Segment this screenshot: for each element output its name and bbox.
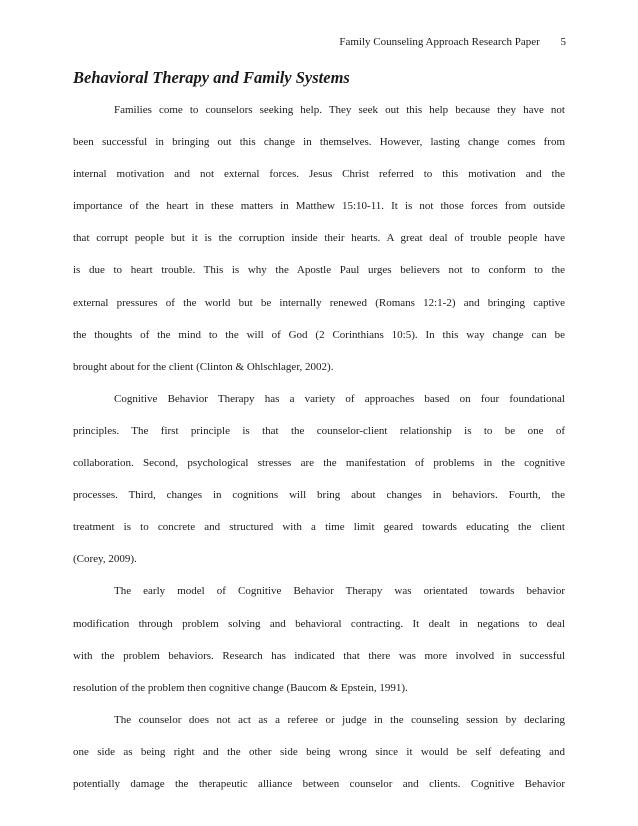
text-line: with the problem behaviors. Research has indicated that there was more involved in successful — [73, 649, 565, 662]
text-line: collaboration. Second, psychological stresses are the manifestation of problems in the cognitive — [73, 457, 565, 470]
page-number: 5 — [560, 36, 566, 48]
text-line: internal motivation and not external forces. Jesus Christ referred to this motivation and the — [73, 168, 565, 181]
paragraph-4 — [73, 704, 565, 800]
section-heading: Behavioral Therapy and Family Systems — [73, 68, 350, 87]
paragraph-3 — [73, 575, 565, 703]
text-line: Cognitive Behavior Therapy has a variety of approaches based on four foundational — [114, 392, 565, 405]
text-line: the thoughts of the mind to the will of God (2 Corinthians 10:5). In this way change can be — [73, 328, 565, 341]
text-line: been successful in bringing out this change in themselves. However, lasting change comes from — [73, 136, 565, 149]
paragraph-1 — [73, 94, 565, 383]
paragraph-2 — [73, 383, 565, 576]
text-line: modification through problem solving and behavioral contracting. It dealt in negations to deal — [73, 617, 565, 630]
text-line: processes. Third, changes in cognitions will bring about changes in behaviors. Fourth, the — [73, 489, 565, 502]
text-line: principles. The first principle is that the counselor-client relationship is to be one of — [73, 424, 565, 437]
running-head — [339, 36, 566, 48]
text-line: one side as being right and the other side being wrong since it would be self defeating and — [73, 745, 565, 758]
text-line: (Corey, 2009). — [73, 553, 137, 566]
text-line: resolution of the problem then cognitive change (Baucom & Epstein, 1991). — [73, 681, 408, 694]
text-line: Families come to counselors seeking help. They seek out this help because they have not — [114, 104, 565, 116]
text-line: treatment is to concrete and structured with a time limit geared towards educating the client — [73, 521, 565, 534]
running-head-title: Family Counseling Approach Research Paper — [339, 36, 540, 48]
document-body — [73, 62, 565, 800]
text-line: potentially damage the therapeutic alliance between counselor and clients. Cognitive Behavior — [73, 777, 565, 790]
text-line: The counselor does not act as a referee or judge in the counseling session by declaring — [114, 713, 565, 726]
text-line: is due to heart trouble. This is why the Apostle Paul urges believers not to conform to the — [73, 264, 565, 277]
text-line: importance of the heart in these matters in Matthew 15:10-11. It is not those forces from outside — [73, 200, 565, 213]
text-line: brought about for the client (Clinton & Ohlschlager, 2002). — [73, 360, 334, 373]
text-line: The early model of Cognitive Behavior Therapy was orientated towards behavior — [114, 585, 565, 598]
text-line: external pressures of the world but be internally renewed (Romans 12:1-2) and bringing captive — [73, 296, 565, 309]
text-line: that corrupt people but it is the corruption inside their hearts. A great deal of trouble people have — [73, 232, 565, 245]
